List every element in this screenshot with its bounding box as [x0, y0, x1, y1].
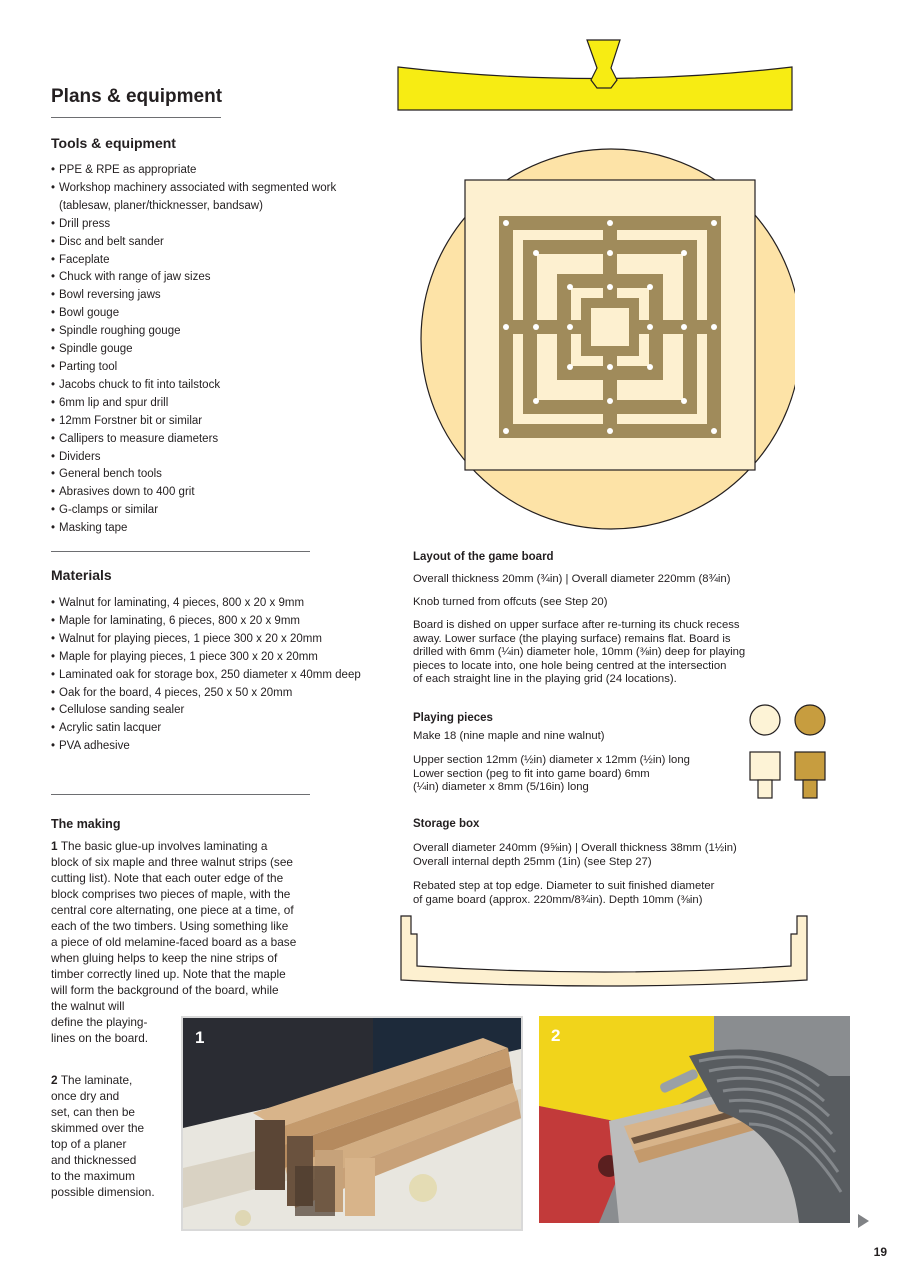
- hole: [607, 428, 613, 434]
- material-item: • PVA adhesive: [51, 738, 391, 756]
- hole: [503, 324, 509, 330]
- step2-line: to the maximum: [51, 1169, 135, 1183]
- tool-item: • PPE & RPE as appropriate: [51, 162, 341, 180]
- grid-center: [591, 308, 629, 346]
- step2-text: [51, 1072, 181, 1200]
- hole: [681, 250, 687, 256]
- storage-line: Overall diameter 240mm (9⅝in) | Overall thickness 38mm (1½in): [413, 842, 737, 854]
- material-item: • Walnut for playing pieces, 1 piece 300 x 20 x 20mm: [51, 631, 391, 649]
- tool-item: • Bowl gouge: [51, 305, 341, 323]
- hole: [533, 398, 539, 404]
- hole: [503, 220, 509, 226]
- photo-1: [181, 1016, 523, 1231]
- tool-item: • Drill press: [51, 216, 341, 234]
- storage-heading: Storage box: [413, 818, 480, 830]
- pieces-description: [413, 754, 690, 795]
- layout-line: pieces to locate into, one hole being centred at the intersection: [413, 659, 727, 672]
- knob-profile: [587, 40, 620, 88]
- hole: [567, 364, 573, 370]
- step1-line: The basic glue-up involves laminating a: [60, 839, 268, 853]
- maple-piece-peg: [758, 780, 772, 798]
- layout-line: Board is dished on upper surface after re-turning its chuck recess: [413, 619, 740, 631]
- storage-box-shape: [401, 916, 807, 986]
- hole: [533, 324, 539, 330]
- tool-item: • Bowl reversing jaws: [51, 287, 341, 305]
- tools-list: [51, 162, 341, 538]
- layout-line: away. Lower surface (the playing surface) remains flat. Board is: [413, 632, 731, 645]
- step2-line: top of a planer: [51, 1137, 127, 1151]
- layout-line: of each straight line in the playing grid (24 locations).: [413, 673, 677, 685]
- step2-line: The laminate,: [60, 1073, 133, 1087]
- hole: [681, 324, 687, 330]
- step2-line: skimmed over the: [51, 1121, 145, 1135]
- photo-2-number: 2: [551, 1026, 561, 1045]
- pieces-line: Lower section (peg to fit into game board) 6mm: [413, 767, 650, 780]
- hole: [647, 284, 653, 290]
- tool-item: • Masking tape: [51, 520, 341, 538]
- photo-2-image: [539, 1016, 850, 1223]
- hole: [503, 428, 509, 434]
- tool-item: • Callipers to measure diameters: [51, 431, 341, 449]
- next-page-arrow-icon[interactable]: [858, 1214, 870, 1228]
- step1-line: cutting list). Note that each outer edge of the: [51, 871, 284, 885]
- step1-line: the walnut will: [51, 999, 125, 1013]
- tool-item: • General bench tools: [51, 466, 341, 484]
- material-item: • Laminated oak for storage box, 250 diameter x 40mm deep: [51, 667, 391, 685]
- step2-line: set, can then be: [51, 1105, 135, 1119]
- tool-item: • Spindle gouge: [51, 341, 341, 359]
- hole: [607, 364, 613, 370]
- page-title: Plans & equipment: [51, 86, 223, 107]
- layout-line: drilled with 6mm (¼in) diameter hole, 10mm (⅜in) deep for playing: [413, 646, 746, 658]
- step2-number: 2: [51, 1073, 58, 1087]
- hole: [647, 364, 653, 370]
- pieces-heading: Playing pieces: [413, 712, 493, 724]
- step1-text: [51, 838, 351, 1046]
- tool-item: • Jacobs chuck to fit into tailstock: [51, 377, 341, 395]
- tool-item: • Abrasives down to 400 grit: [51, 484, 341, 502]
- layout-heading: Layout of the game board: [413, 551, 554, 563]
- materials-rule: [51, 794, 310, 795]
- playing-pieces-diagram: [745, 704, 835, 800]
- hole: [607, 284, 613, 290]
- pieces-count: Make 18 (nine maple and nine walnut): [413, 730, 605, 742]
- hole: [711, 324, 717, 330]
- walnut-piece-side: [795, 752, 825, 780]
- tools-rule: [51, 551, 310, 552]
- tool-item: • G-clamps or similar: [51, 502, 341, 520]
- hole: [607, 220, 613, 226]
- hole: [711, 428, 717, 434]
- hole: [681, 398, 687, 404]
- hole: [567, 284, 573, 290]
- storage-line: Overall internal depth 25mm (1in) (see Step 27): [413, 855, 652, 868]
- pieces-line: Upper section 12mm (½in) diameter x 12mm (½in) long: [413, 754, 690, 766]
- material-item: • Walnut for laminating, 4 pieces, 800 x 20 x 9mm: [51, 595, 391, 613]
- making-heading: The making: [51, 817, 121, 831]
- step1-line: central core alternating, one piece at a time, of: [51, 903, 294, 917]
- pieces-line: (¼in) diameter x 8mm (5/16in) long: [413, 781, 589, 793]
- tool-item: • Faceplate: [51, 252, 341, 270]
- material-item: • Oak for the board, 4 pieces, 250 x 50 x 20mm: [51, 685, 391, 703]
- title-rule: [51, 117, 221, 118]
- step1-line: when gluing helps to keep the nine strips of: [51, 951, 278, 965]
- hole: [711, 220, 717, 226]
- hole: [607, 398, 613, 404]
- walnut-piece-peg: [803, 780, 817, 798]
- layout-knob: Knob turned from offcuts (see Step 20): [413, 596, 608, 608]
- material-item: • Acrylic satin lacquer: [51, 720, 391, 738]
- step1-line: will form the background of the board, while: [51, 983, 279, 997]
- hole: [607, 250, 613, 256]
- step2-line: and thicknessed: [51, 1153, 137, 1167]
- layout-description: [413, 619, 745, 687]
- layout-dimensions: Overall thickness 20mm (¾in) | Overall diameter 220mm (8¾in): [413, 573, 731, 585]
- step1-line: each of the two timbers. Using something like: [51, 919, 289, 933]
- hole: [533, 250, 539, 256]
- materials-list: [51, 595, 391, 756]
- storage-description: [413, 880, 714, 907]
- tool-item: • Parting tool: [51, 359, 341, 377]
- tools-heading: Tools & equipment: [51, 135, 176, 151]
- photo-1-number: 1: [195, 1028, 205, 1047]
- tool-item: • Spindle roughing gouge: [51, 323, 341, 341]
- hole: [567, 324, 573, 330]
- storage-dimensions: [413, 842, 737, 869]
- photo-2: [539, 1016, 850, 1223]
- step1-line: timber correctly lined up. Note that the maple: [51, 967, 286, 981]
- material-item: • Maple for playing pieces, 1 piece 300 x 20 x 20mm: [51, 649, 391, 667]
- step2-line: once dry and: [51, 1089, 120, 1103]
- tool-item: • Workshop machinery associated with segmented work (tablesaw, planer/thicknesser, bandsaw): [51, 180, 341, 216]
- step1-line: block comprises two pieces of maple, with the: [51, 887, 291, 901]
- step2-line: possible dimension.: [51, 1185, 155, 1199]
- walnut-piece-top: [795, 705, 825, 735]
- storage-line: of game board (approx. 220mm/8¾in). Depth 10mm (⅜in): [413, 893, 703, 906]
- step1-number: 1: [51, 839, 58, 853]
- storage-box-profile: [395, 912, 815, 992]
- maple-piece-top: [750, 705, 780, 735]
- hole: [647, 324, 653, 330]
- maple-piece-side: [750, 752, 780, 780]
- storage-line: Rebated step at top edge. Diameter to suit finished diameter: [413, 880, 715, 892]
- tool-item: • Chuck with range of jaw sizes: [51, 269, 341, 287]
- photo-1-image: [183, 1018, 523, 1231]
- step1-line: block of six maple and three walnut strips (see: [51, 855, 293, 869]
- tool-item: • 12mm Forstner bit or similar: [51, 413, 341, 431]
- page-number: 19: [873, 1245, 887, 1259]
- material-item: • Maple for laminating, 6 pieces, 800 x 20 x 9mm: [51, 613, 391, 631]
- tool-item: • 6mm lip and spur drill: [51, 395, 341, 413]
- material-item: • Cellulose sanding sealer: [51, 702, 391, 720]
- step1-line: a piece of old melamine-faced board as a base: [51, 935, 297, 949]
- step1-line: define the playing-: [51, 1015, 148, 1029]
- game-board-diagram: [395, 30, 795, 550]
- materials-heading: Materials: [51, 567, 112, 583]
- tool-item: • Dividers: [51, 449, 341, 467]
- step1-line: lines on the board.: [51, 1031, 149, 1045]
- tool-item: • Disc and belt sander: [51, 234, 341, 252]
